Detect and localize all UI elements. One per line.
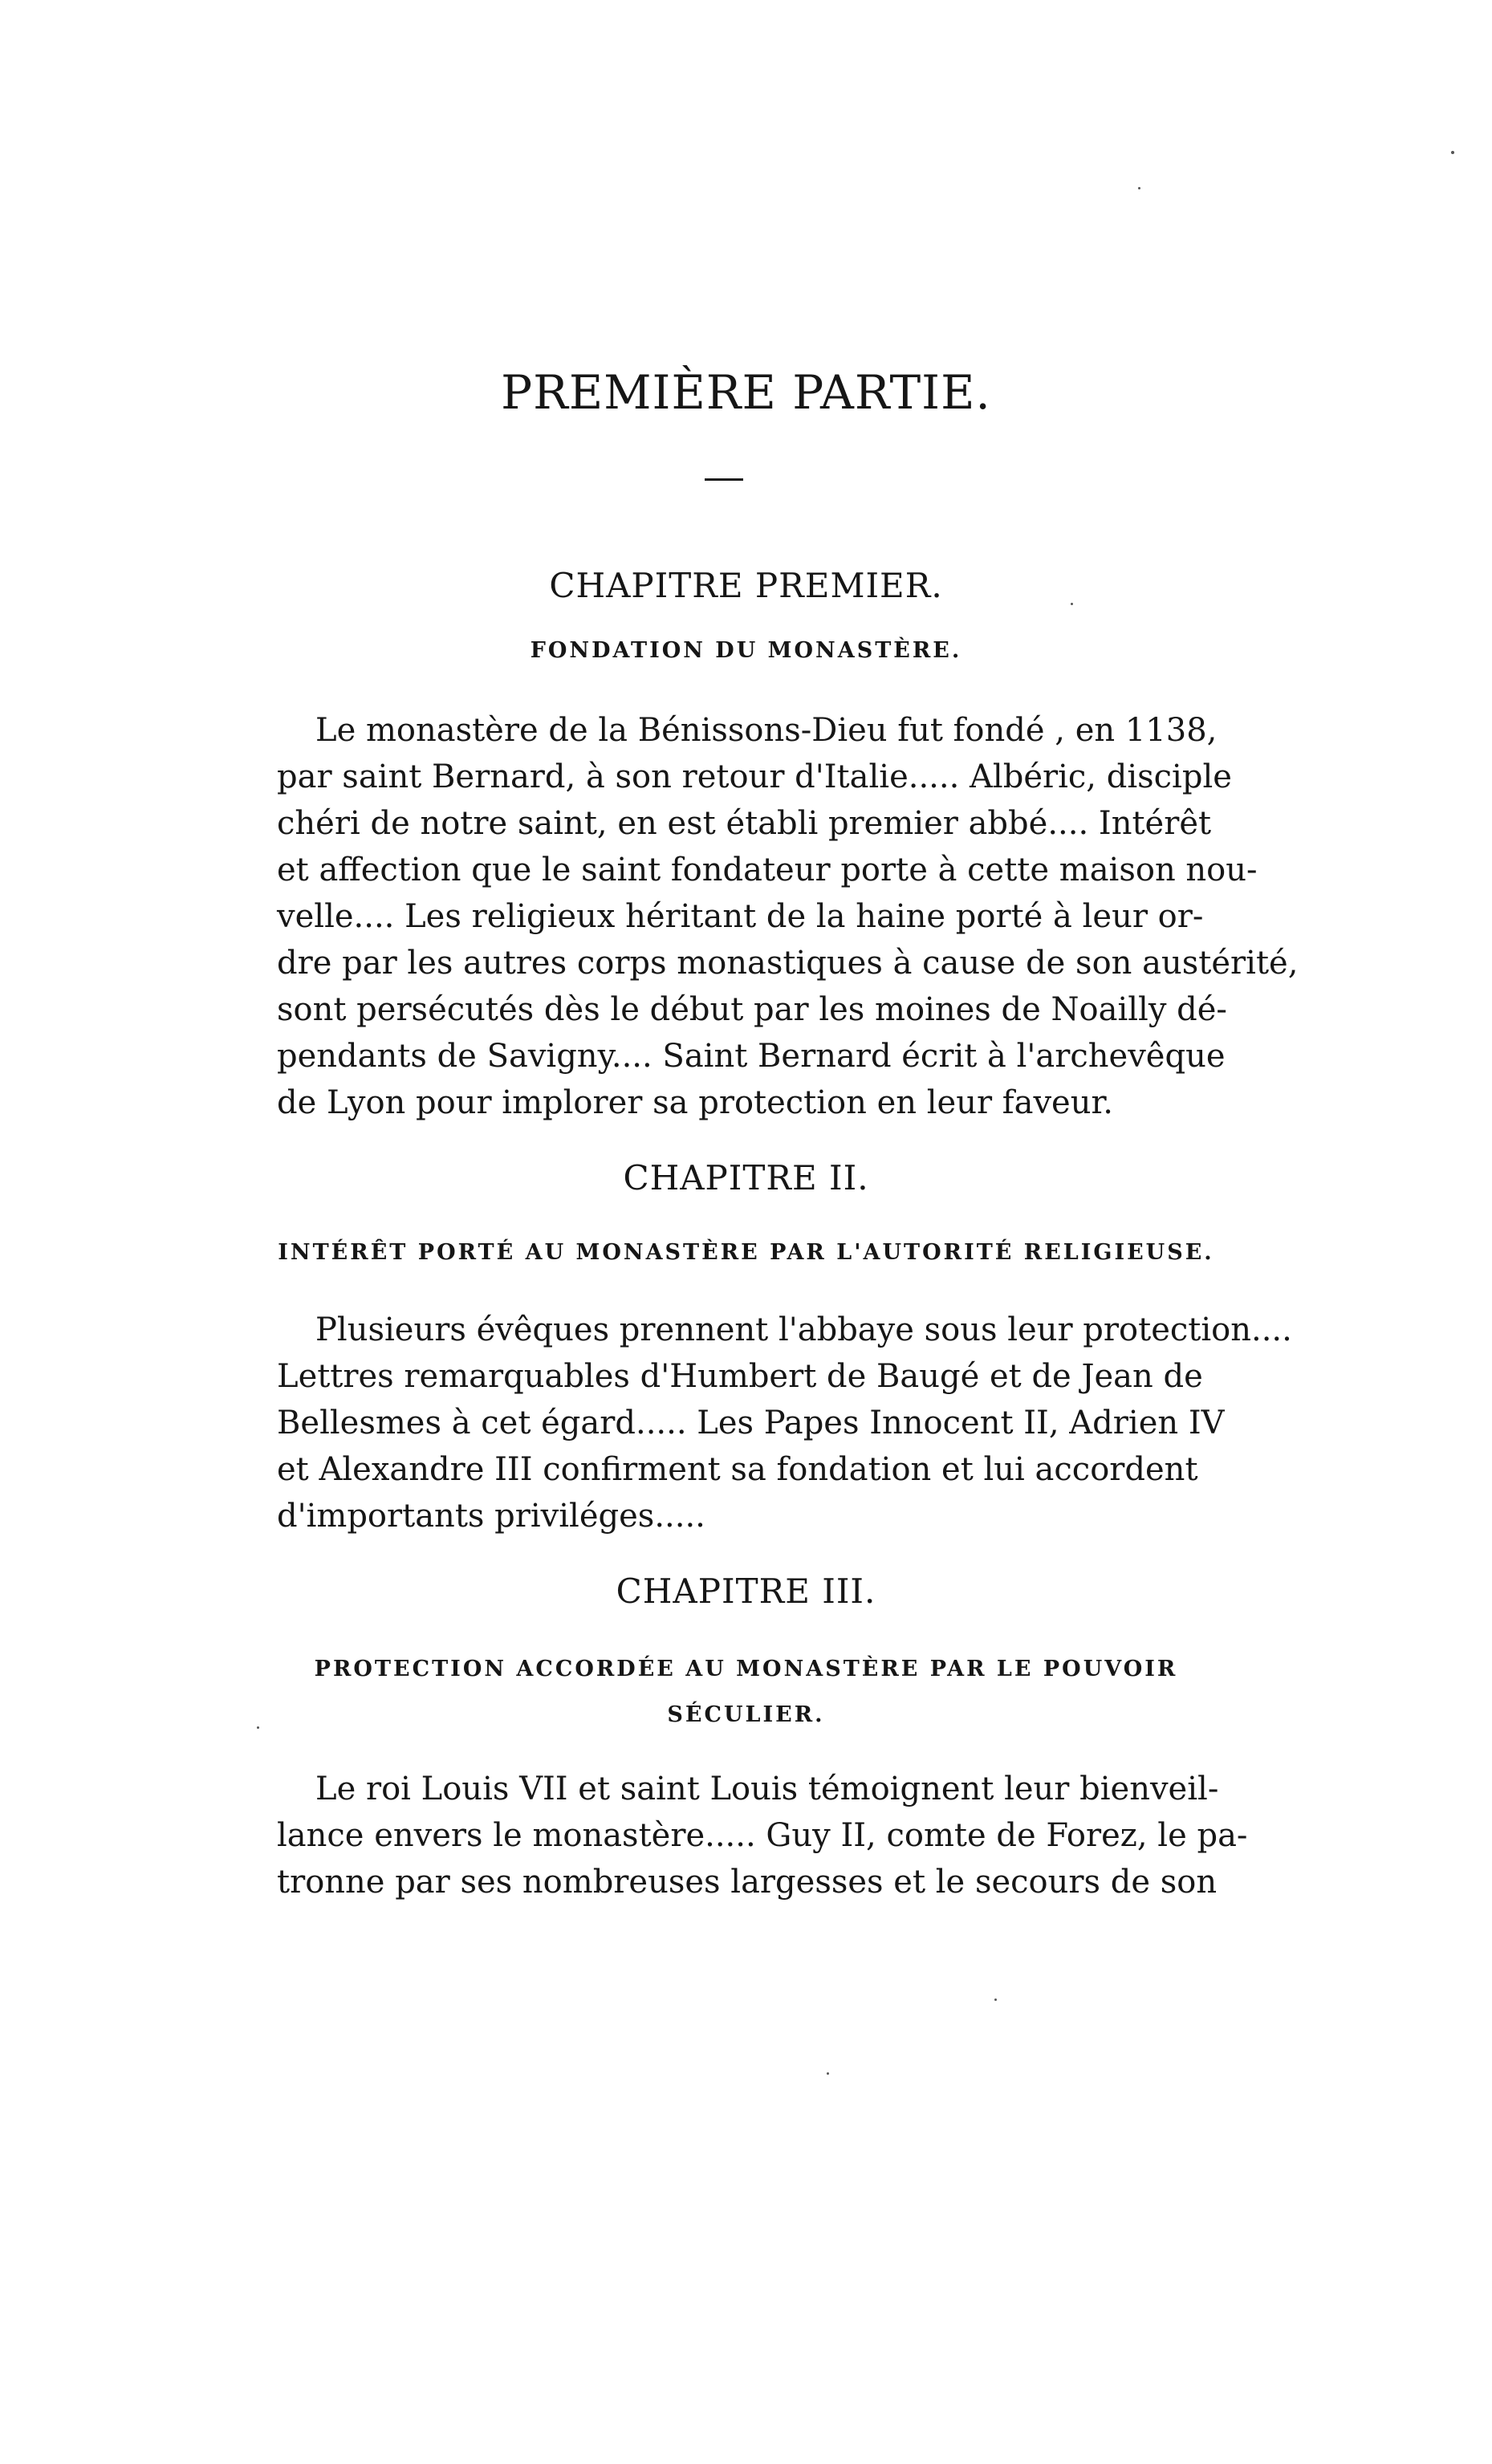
chapter-2-summary (277, 1307, 1292, 1539)
scan-speck (1138, 187, 1140, 189)
summary-line: d'importants priviléges..... (277, 1498, 705, 1535)
summary-line: Plusieurs évêques prennent l'abbaye sous leur protection.... (315, 1311, 1292, 1348)
chapter-1-title: CHAPITRE PREMIER. (549, 566, 943, 605)
summary-line: Lettres remarquables d'Humbert de Baugé et de Jean de (277, 1358, 1203, 1395)
chapter-1-subtitle: FONDATION DU MONASTÈRE. (530, 638, 962, 663)
summary-line: et Alexandre III confirment sa fondation et lui accordent (277, 1451, 1198, 1488)
chapter-3-subtitle: PROTECTION ACCORDÉE AU MONASTÈRE PAR LE POUVOIR (314, 1657, 1178, 1681)
scan-speck (1451, 151, 1454, 154)
summary-line: par saint Bernard, à son retour d'Italie..... Albéric, disciple (277, 758, 1232, 795)
title-rule (705, 478, 743, 481)
scan-speck (994, 1998, 997, 2001)
summary-line: lance envers le monastère..... Guy II, comte de Forez, le pa- (277, 1817, 1248, 1854)
chapter-3-title: CHAPITRE III. (616, 1572, 876, 1611)
chapter-1-summary (277, 707, 1299, 1126)
scan-speck (827, 2072, 829, 2075)
summary-line: Le monastère de la Bénissons-Dieu fut fondé , en 1138, (315, 712, 1218, 749)
summary-line: velle.... Les religieux héritant de la haine porté à leur or- (277, 898, 1204, 935)
summary-line: dre par les autres corps monastiques à cause de son austérité, (277, 945, 1299, 982)
chapter-2-subtitle: INTÉRÊT PORTÉ AU MONASTÈRE PAR L'AUTORITÉ RELIGIEUSE. (278, 1240, 1214, 1265)
summary-line: tronne par ses nombreuses largesses et le secours de son (277, 1864, 1218, 1901)
summary-line: pendants de Savigny.... Saint Bernard écrit à l'archevêque (277, 1038, 1226, 1075)
part-title: PREMIÈRE PARTIE. (501, 365, 991, 420)
chapter-2-title: CHAPITRE II. (623, 1158, 869, 1197)
summary-line: de Lyon pour implorer sa protection en leur faveur. (277, 1084, 1113, 1121)
chapter-3-subtitle-continued: SÉCULIER. (667, 1702, 825, 1727)
scan-speck (257, 1726, 259, 1729)
scan-speck (1071, 603, 1073, 605)
summary-line: et affection que le saint fondateur porte à cette maison nou- (277, 852, 1258, 888)
summary-line: Le roi Louis VII et saint Louis témoignent leur bienveil- (315, 1771, 1219, 1807)
chapter-3-summary (277, 1766, 1248, 1905)
summary-line: chéri de notre saint, en est établi premier abbé.... Intérêt (277, 805, 1212, 842)
summary-line: Bellesmes à cet égard..... Les Papes Innocent II, Adrien IV (277, 1405, 1225, 1441)
summary-line: sont persécutés dès le début par les moines de Noailly dé- (277, 991, 1227, 1028)
